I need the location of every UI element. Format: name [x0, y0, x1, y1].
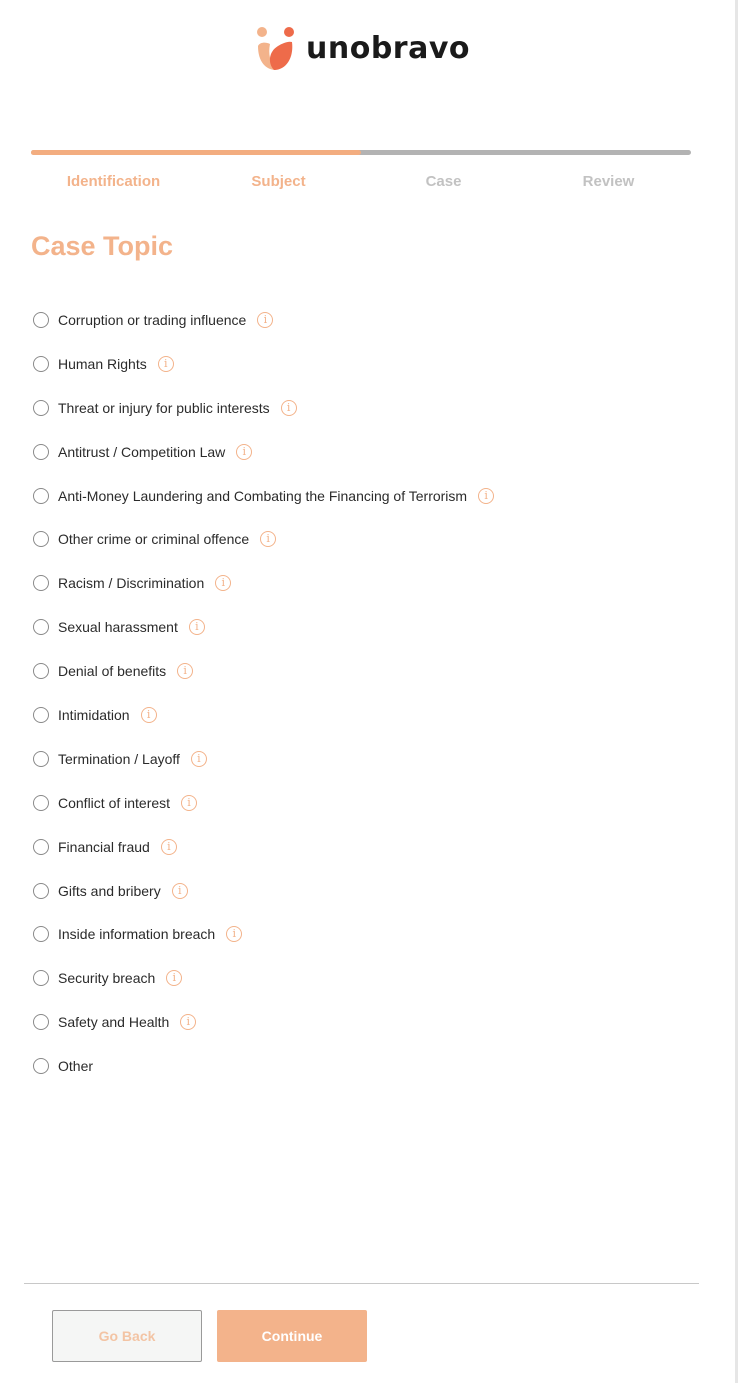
- option-label: Antitrust / Competition Law: [58, 443, 226, 460]
- option-label: Other crime or criminal offence: [58, 531, 250, 548]
- case-topic-options: [33, 298, 693, 1088]
- case-topic-option[interactable]: [33, 561, 693, 605]
- radio-button[interactable]: [33, 400, 49, 416]
- info-icon[interactable]: i: [180, 1014, 196, 1030]
- option-label: Anti-Money Laundering and Combating the Financing of Terrorism: [58, 487, 468, 504]
- option-label: Intimidation: [58, 706, 130, 723]
- case-topic-option[interactable]: [33, 342, 693, 386]
- case-topic-option[interactable]: [33, 956, 693, 1000]
- case-topic-option[interactable]: [33, 517, 693, 561]
- option-label: Denial of benefits: [58, 663, 167, 680]
- step-identification: Identification: [66, 173, 161, 190]
- option-label: Racism / Discrimination: [58, 575, 205, 592]
- info-icon[interactable]: i: [158, 356, 174, 372]
- info-icon[interactable]: i: [260, 531, 276, 547]
- option-label: Conflict of interest: [58, 794, 171, 811]
- radio-button[interactable]: [33, 488, 49, 504]
- case-topic-option[interactable]: [33, 869, 693, 913]
- info-icon[interactable]: i: [189, 619, 205, 635]
- option-label: Human Rights: [58, 355, 147, 372]
- info-icon[interactable]: i: [191, 751, 207, 767]
- case-topic-option[interactable]: [33, 298, 693, 342]
- radio-button[interactable]: [33, 883, 49, 899]
- section-title: Case Topic: [31, 231, 174, 261]
- case-topic-option[interactable]: [33, 1044, 693, 1088]
- step-subject: Subject: [251, 173, 306, 190]
- progress-bar: [31, 150, 691, 155]
- radio-button[interactable]: [33, 795, 49, 811]
- case-topic-option[interactable]: [33, 430, 693, 474]
- info-icon[interactable]: i: [478, 488, 494, 504]
- option-label: Sexual harassment: [58, 619, 178, 636]
- info-icon[interactable]: i: [281, 400, 297, 416]
- radio-button[interactable]: [33, 707, 49, 723]
- brand-name: unobravo: [306, 31, 471, 66]
- case-topic-option[interactable]: [33, 1000, 693, 1044]
- go-back-button[interactable]: Go Back: [52, 1310, 202, 1362]
- radio-button[interactable]: [33, 1014, 49, 1030]
- option-label: Gifts and bribery: [58, 882, 161, 899]
- option-label: Corruption or trading influence: [58, 311, 247, 328]
- radio-button[interactable]: [33, 619, 49, 635]
- option-label: Financial fraud: [58, 838, 150, 855]
- info-icon[interactable]: i: [226, 926, 242, 942]
- case-topic-option[interactable]: [33, 474, 693, 518]
- footer-divider: [24, 1283, 699, 1284]
- case-topic-option[interactable]: [33, 825, 693, 869]
- info-icon[interactable]: i: [181, 795, 197, 811]
- radio-button[interactable]: [33, 356, 49, 372]
- case-topic-option[interactable]: [33, 649, 693, 693]
- info-icon[interactable]: i: [166, 970, 182, 986]
- case-topic-option[interactable]: [33, 912, 693, 956]
- continue-button[interactable]: Continue: [217, 1310, 367, 1362]
- progress-bar-fill: [31, 150, 361, 155]
- case-topic-option[interactable]: [33, 386, 693, 430]
- case-topic-option[interactable]: [33, 737, 693, 781]
- case-topic-option[interactable]: [33, 781, 693, 825]
- option-label: Termination / Layoff: [58, 750, 180, 767]
- radio-button[interactable]: [33, 970, 49, 986]
- radio-button[interactable]: [33, 531, 49, 547]
- step-case: Case: [425, 173, 462, 190]
- radio-button[interactable]: [33, 926, 49, 942]
- radio-button[interactable]: [33, 663, 49, 679]
- info-icon[interactable]: i: [236, 444, 252, 460]
- brand-logo: [254, 26, 470, 72]
- radio-button[interactable]: [33, 575, 49, 591]
- info-icon[interactable]: i: [257, 312, 273, 328]
- case-topic-option[interactable]: [33, 693, 693, 737]
- radio-button[interactable]: [33, 751, 49, 767]
- stepper: [31, 172, 691, 192]
- radio-button[interactable]: [33, 312, 49, 328]
- radio-button[interactable]: [33, 1058, 49, 1074]
- option-label: Threat or injury for public interests: [58, 399, 270, 416]
- info-icon[interactable]: i: [172, 883, 188, 899]
- info-icon[interactable]: i: [161, 839, 177, 855]
- case-topic-option[interactable]: [33, 605, 693, 649]
- option-label: Inside information breach: [58, 926, 216, 943]
- unobravo-logo-icon: [254, 26, 296, 72]
- info-icon[interactable]: i: [141, 707, 157, 723]
- option-label: Safety and Health: [58, 1014, 170, 1031]
- option-label: Other: [58, 1058, 94, 1075]
- step-review: Review: [582, 173, 635, 190]
- option-label: Security breach: [58, 970, 156, 987]
- radio-button[interactable]: [33, 839, 49, 855]
- info-icon[interactable]: i: [215, 575, 231, 591]
- info-icon[interactable]: i: [177, 663, 193, 679]
- radio-button[interactable]: [33, 444, 49, 460]
